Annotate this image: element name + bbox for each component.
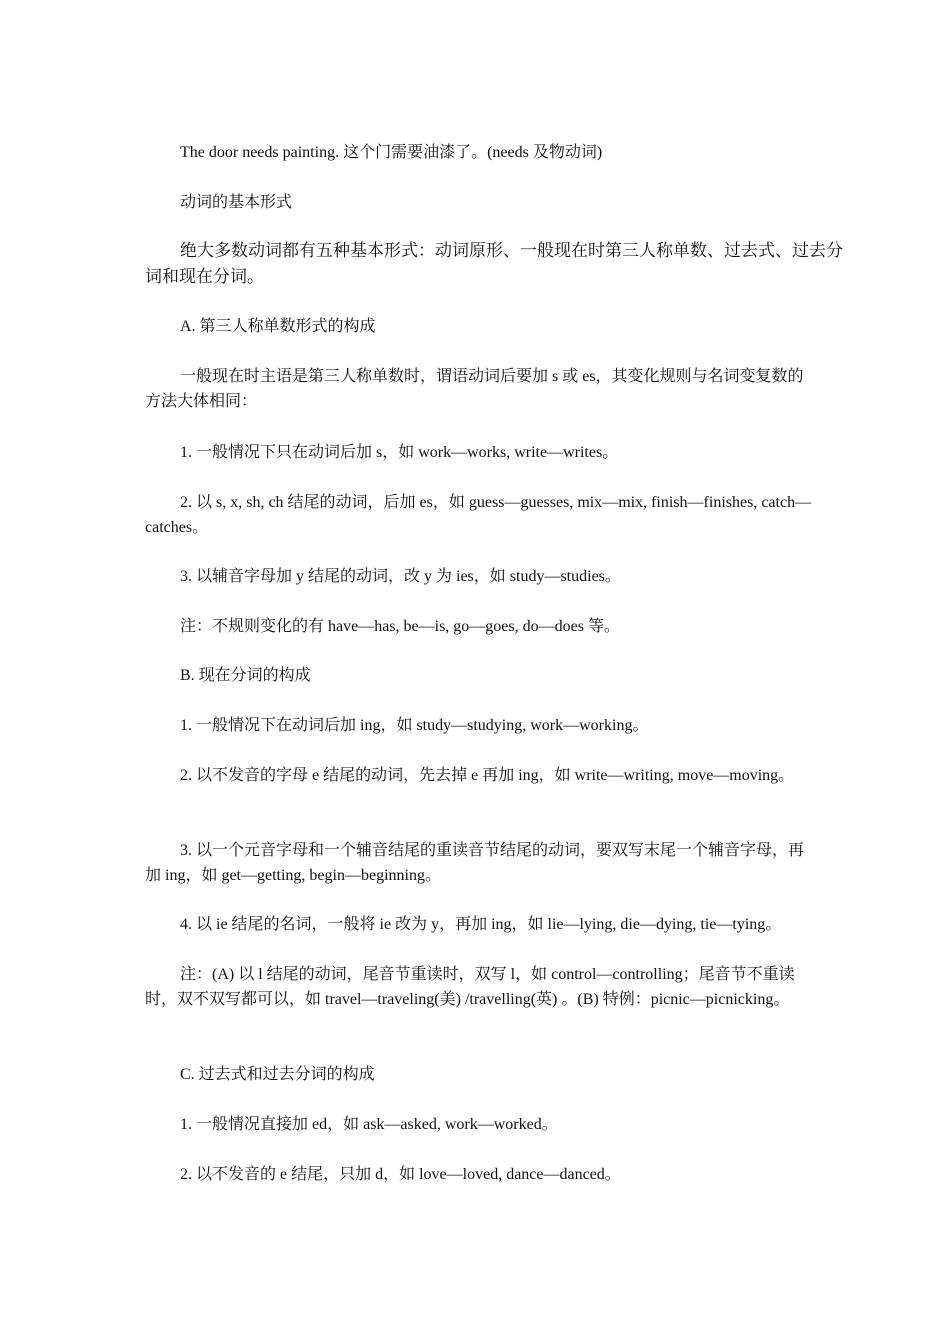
paragraph-a-rule-3: 3. 以辅音字母加 y 结尾的动词，改 y 为 ies，如 study—studies。 [180,568,621,585]
paragraph-a-rule-2: 2. 以 s, x, sh, ch 结尾的动词，后加 es，如 guess—guesses, mix—mix, finish—finishes, catch—catches。 [145,494,812,536]
paragraph-heading-b: B. 现在分词的构成 [180,667,311,684]
paragraph-b-rule-1: 1. 一般情况下在动词后加 ing，如 study—studying, work—working。 [180,717,649,734]
paragraph-b-rule-2: 2. 以不发音的字母 e 结尾的动词，先去掉 e 再加 ing，如 write—writing, move—moving。 [180,767,795,784]
paragraph-heading-a: A. 第三人称单数形式的构成 [180,318,376,335]
paragraph-section-title: 动词的基本形式 [180,194,293,211]
paragraph-a-intro: 一般现在时主语是第三人称单数时，谓语动词后要加 s 或 es，其变化规则与名词变复数的方法大体相同： [145,368,804,410]
paragraph-a-note: 注：不规则变化的有 have—has, be—is, go—goes, do—does 等。 [180,618,620,635]
paragraph-a-rule-1: 1. 一般情况下只在动词后加 s，如 work—works, write—writes。 [180,444,619,461]
paragraph-b-rule-3: 3. 以一个元音字母和一个辅音结尾的重读音节结尾的动词，要双写末尾一个辅音字母，再加 ing，如 get—getting, begin—beginning。 [145,842,805,884]
paragraph-c-rule-2: 2. 以不发音的 e 结尾，只加 d，如 love—loved, dance—danced。 [180,1166,621,1183]
paragraph-c-rule-1: 1. 一般情况直接加 ed，如 ask—asked, work—worked。 [180,1116,558,1133]
paragraph-intro: 绝大多数动词都有五种基本形式：动词原形、一般现在时第三人称单数、过去式、过去分词和现在分词。 [145,241,843,286]
paragraph-b-rule-4: 4. 以 ie 结尾的名词，一般将 ie 改为 y，再加 ing，如 lie—lying, die—dying, tie—tying。 [180,916,782,933]
paragraph-heading-c: C. 过去式和过去分词的构成 [180,1066,375,1083]
paragraph-example-sentence: The door needs painting. 这个门需要油漆了。(needs 及物动词) [180,144,603,161]
paragraph-b-note: 注：(A) 以 l 结尾的动词，尾音节重读时，双写 l，如 control—controlling；尾音节不重读时，双不双写都可以，如 travel—traveling(美) /travelling(英) 。(B) 特例：picnic—picnicking。 [145,966,795,1008]
